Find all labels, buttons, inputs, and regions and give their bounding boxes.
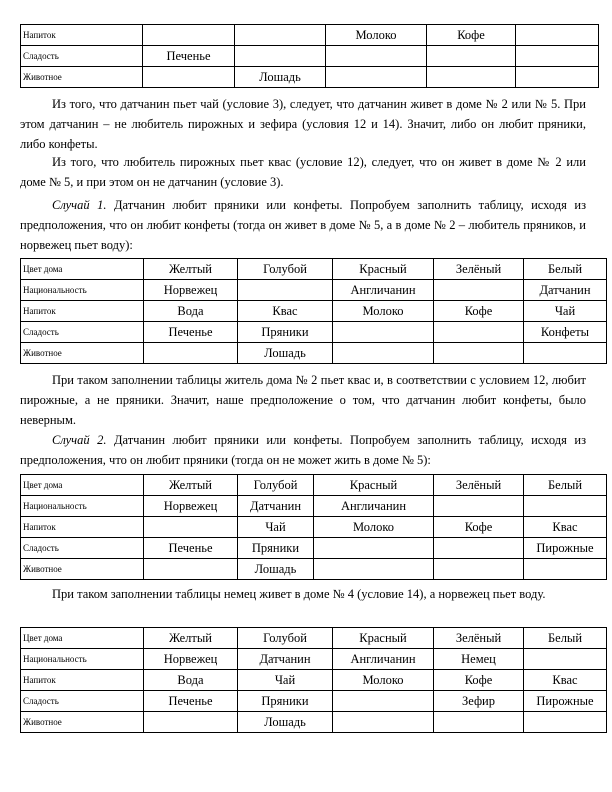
table-cell: Голубой [238,259,333,280]
table-cell [434,712,524,733]
table-cell: Белый [524,475,607,496]
table-cell: Норвежец [144,280,238,301]
paragraph-case-2 [20,430,586,470]
paragraph: Из того, что любитель пирожных пьет квас (условие 12), следует, что он живет в доме № 2 или доме № 5, и при этом он не датчанин (условие 3). [20,155,586,189]
table-cell: Квас [524,517,607,538]
table-cell: Молоко [326,25,427,46]
table-row [21,628,607,649]
row-label: Национальность [21,280,144,301]
table-cell [144,517,238,538]
table-partial [20,24,599,88]
table-cell: Датчанин [238,496,314,517]
table-row [21,343,607,364]
table-cell: Желтый [144,628,238,649]
table-cell: Кофе [434,517,524,538]
table-cell [434,322,524,343]
row-label: Сладость [21,538,144,559]
table-cell [434,559,524,580]
table-row [21,538,607,559]
row-label: Животное [21,559,144,580]
table-case-2 [20,474,607,580]
table-cell: Лошадь [238,712,333,733]
table-cell: Чай [238,517,314,538]
table-cell: Желтый [144,475,238,496]
table-cell [326,67,427,88]
table-cell [333,322,434,343]
table-cell [427,67,516,88]
table-row [21,301,607,322]
row-label: Животное [21,712,144,733]
row-label: Национальность [21,496,144,517]
row-label: Цвет дома [21,475,144,496]
table-cell [143,67,235,88]
table-cell: Пирожные [524,691,607,712]
table-cell: Молоко [333,301,434,322]
table-cell: Вода [144,301,238,322]
table-cell [238,280,333,301]
table-cell: Пирожные [524,538,607,559]
table-cell [524,712,607,733]
row-label: Цвет дома [21,628,144,649]
case-label: Случай 1. [52,198,107,212]
table-cell [427,46,516,67]
table-cell [144,712,238,733]
table-cell: Пряники [238,691,333,712]
table-cell [524,496,607,517]
table-cell [516,46,599,67]
table-row [21,691,607,712]
table-row [21,46,599,67]
row-label: Сладость [21,691,144,712]
table-cell [333,712,434,733]
table-cell: Норвежец [144,496,238,517]
table-cell: Белый [524,259,607,280]
table-row [21,25,599,46]
table-cell: Красный [333,628,434,649]
table-cell: Кофе [427,25,516,46]
table-cell: Англичанин [333,280,434,301]
table-cell [524,343,607,364]
table-final [20,627,607,733]
table-cell: Квас [524,670,607,691]
table-cell: Чай [524,301,607,322]
table-row [21,259,607,280]
row-label: Сладость [21,322,144,343]
table-cell [434,538,524,559]
paragraph-case-1 [20,195,586,255]
row-label: Национальность [21,649,144,670]
table-cell: Зелёный [434,628,524,649]
table-cell: Печенье [143,46,235,67]
table-cell: Зефир [434,691,524,712]
table-cell: Голубой [238,475,314,496]
table-cell: Печенье [144,538,238,559]
table-cell: Желтый [144,259,238,280]
table-row [21,649,607,670]
paragraph: При таком заполнении таблицы житель дома № 2 пьет квас и, в соответствии с условием 12, любит пирожные, а не пряники. Значит, наше предположение о том, что датчанин любит конфеты, было неверным. [20,373,586,427]
table-cell: Красный [333,259,434,280]
table-cell: Лошадь [238,559,314,580]
table-cell [516,25,599,46]
table-cell [434,496,524,517]
table-cell: Англичанин [333,649,434,670]
table-cell: Конфеты [524,322,607,343]
table-row [21,559,607,580]
table-row [21,496,607,517]
table-cell [144,559,238,580]
table-row [21,712,607,733]
table-cell: Лошадь [238,343,333,364]
table-cell: Кофе [434,670,524,691]
row-label: Напиток [21,301,144,322]
table-cell [333,691,434,712]
table-cell [144,343,238,364]
table-cell: Зелёный [434,259,524,280]
table-cell: Лошадь [235,67,326,88]
table-cell: Немец [434,649,524,670]
table-cell: Датчанин [524,280,607,301]
row-label: Напиток [21,670,144,691]
table-cell: Пряники [238,538,314,559]
table-cell: Молоко [333,670,434,691]
table-cell [235,46,326,67]
table-cell [434,343,524,364]
table-cell: Норвежец [144,649,238,670]
table-cell [524,649,607,670]
table-cell: Англичанин [314,496,434,517]
table-cell: Голубой [238,628,333,649]
table-case-1 [20,258,607,364]
row-label: Цвет дома [21,259,144,280]
table-cell [516,67,599,88]
table-cell [524,559,607,580]
table-cell: Пряники [238,322,333,343]
table-cell: Чай [238,670,333,691]
paragraph: При таком заполнении таблицы немец живет в доме № 4 (условие 14), а норвежец пьет воду. [52,587,546,601]
table-cell [314,559,434,580]
table-cell [333,343,434,364]
table-cell: Красный [314,475,434,496]
table-row [21,322,607,343]
table-cell [143,25,235,46]
table-cell: Квас [238,301,333,322]
table-cell [235,25,326,46]
row-label: Напиток [21,517,144,538]
table-cell [326,46,427,67]
case-text: Датчанин любит пряники или конфеты. Попробуем заполнить таблицу, исходя из предположения, что он любит пряники (тогда он не может жить в доме № 5): [20,433,587,467]
row-label: Сладость [21,46,143,67]
row-label: Животное [21,343,144,364]
table-row [21,475,607,496]
table-cell: Зелёный [434,475,524,496]
table-cell: Датчанин [238,649,333,670]
table-cell [434,280,524,301]
case-label: Случай 2. [52,433,107,447]
table-cell: Печенье [144,322,238,343]
table-cell: Печенье [144,691,238,712]
table-cell: Молоко [314,517,434,538]
row-label: Животное [21,67,143,88]
case-text: Датчанин любит пряники или конфеты. Попробуем заполнить таблицу, исходя из предположения, что он любит конфеты (тогда он живет в доме № 5, а в доме № 2 – любитель пряников, и норвежец пьет воду): [20,198,587,252]
row-label: Напиток [21,25,143,46]
table-cell: Белый [524,628,607,649]
paragraph: Из того, что датчанин пьет чай (условие 3), следует, что датчанин живет в доме № 2 или № 5. При этом датчанин – не любитель пирожных и зефира (условия 12 и 14). Значит, либо он любит пряники, либо конфеты. [20,97,586,151]
table-cell: Вода [144,670,238,691]
table-row [21,517,607,538]
table-cell [314,538,434,559]
table-row [21,67,599,88]
table-row [21,280,607,301]
table-cell: Кофе [434,301,524,322]
table-row [21,670,607,691]
